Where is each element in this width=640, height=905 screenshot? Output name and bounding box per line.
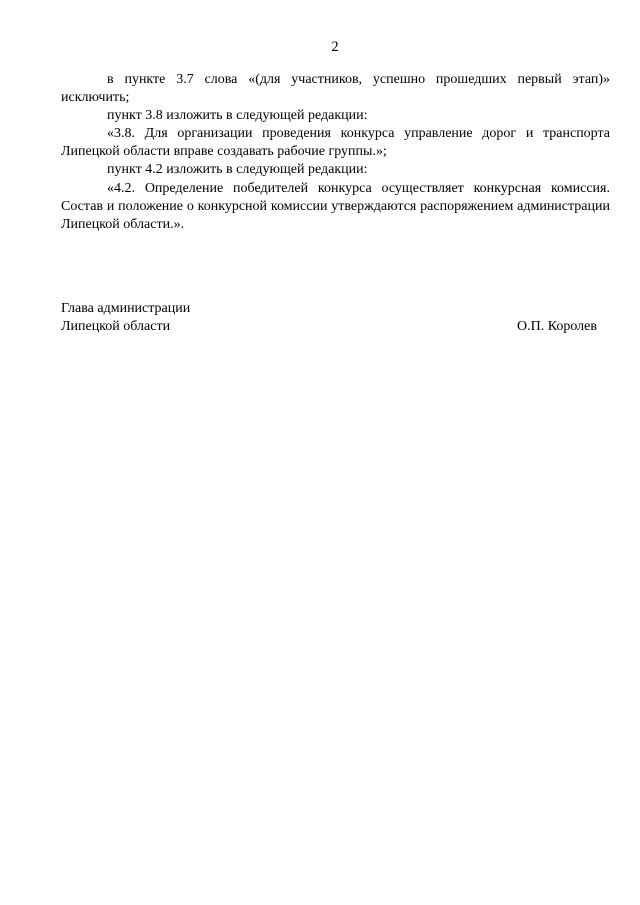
- paragraph-point-3-8-intro: пункт 3.8 изложить в следующей редакции:: [107, 108, 368, 124]
- signature-block: [61, 300, 597, 336]
- paragraph-point-4-2-intro: пункт 4.2 изложить в следующей редакции:: [107, 162, 368, 178]
- signatory-name: О.П. Королев: [517, 319, 597, 334]
- document-body: [61, 71, 610, 234]
- paragraph-point-3-8-text: «3.8. Для организации проведения конкурса управление дорог и транспорта Липецкой области вправе создавать рабочие группы.»;: [61, 126, 610, 160]
- page-number: 2: [331, 39, 339, 55]
- signature-line: [61, 318, 597, 336]
- paragraph-point-4-2-text: «4.2. Определение победителей конкурса осуществляет конкурсная комиссия. Состав и положение о конкурсной комиссии утверждаются распоряжением администрации Липецкой области.».: [61, 180, 610, 232]
- signatory-position-line2: Липецкой области: [61, 319, 171, 334]
- signatory-position-line1: Глава администрации: [61, 301, 191, 316]
- paragraph-point-3-7: в пункте 3.7 слова «(для участников, успешно прошедших первый этап)» исключить;: [61, 72, 610, 106]
